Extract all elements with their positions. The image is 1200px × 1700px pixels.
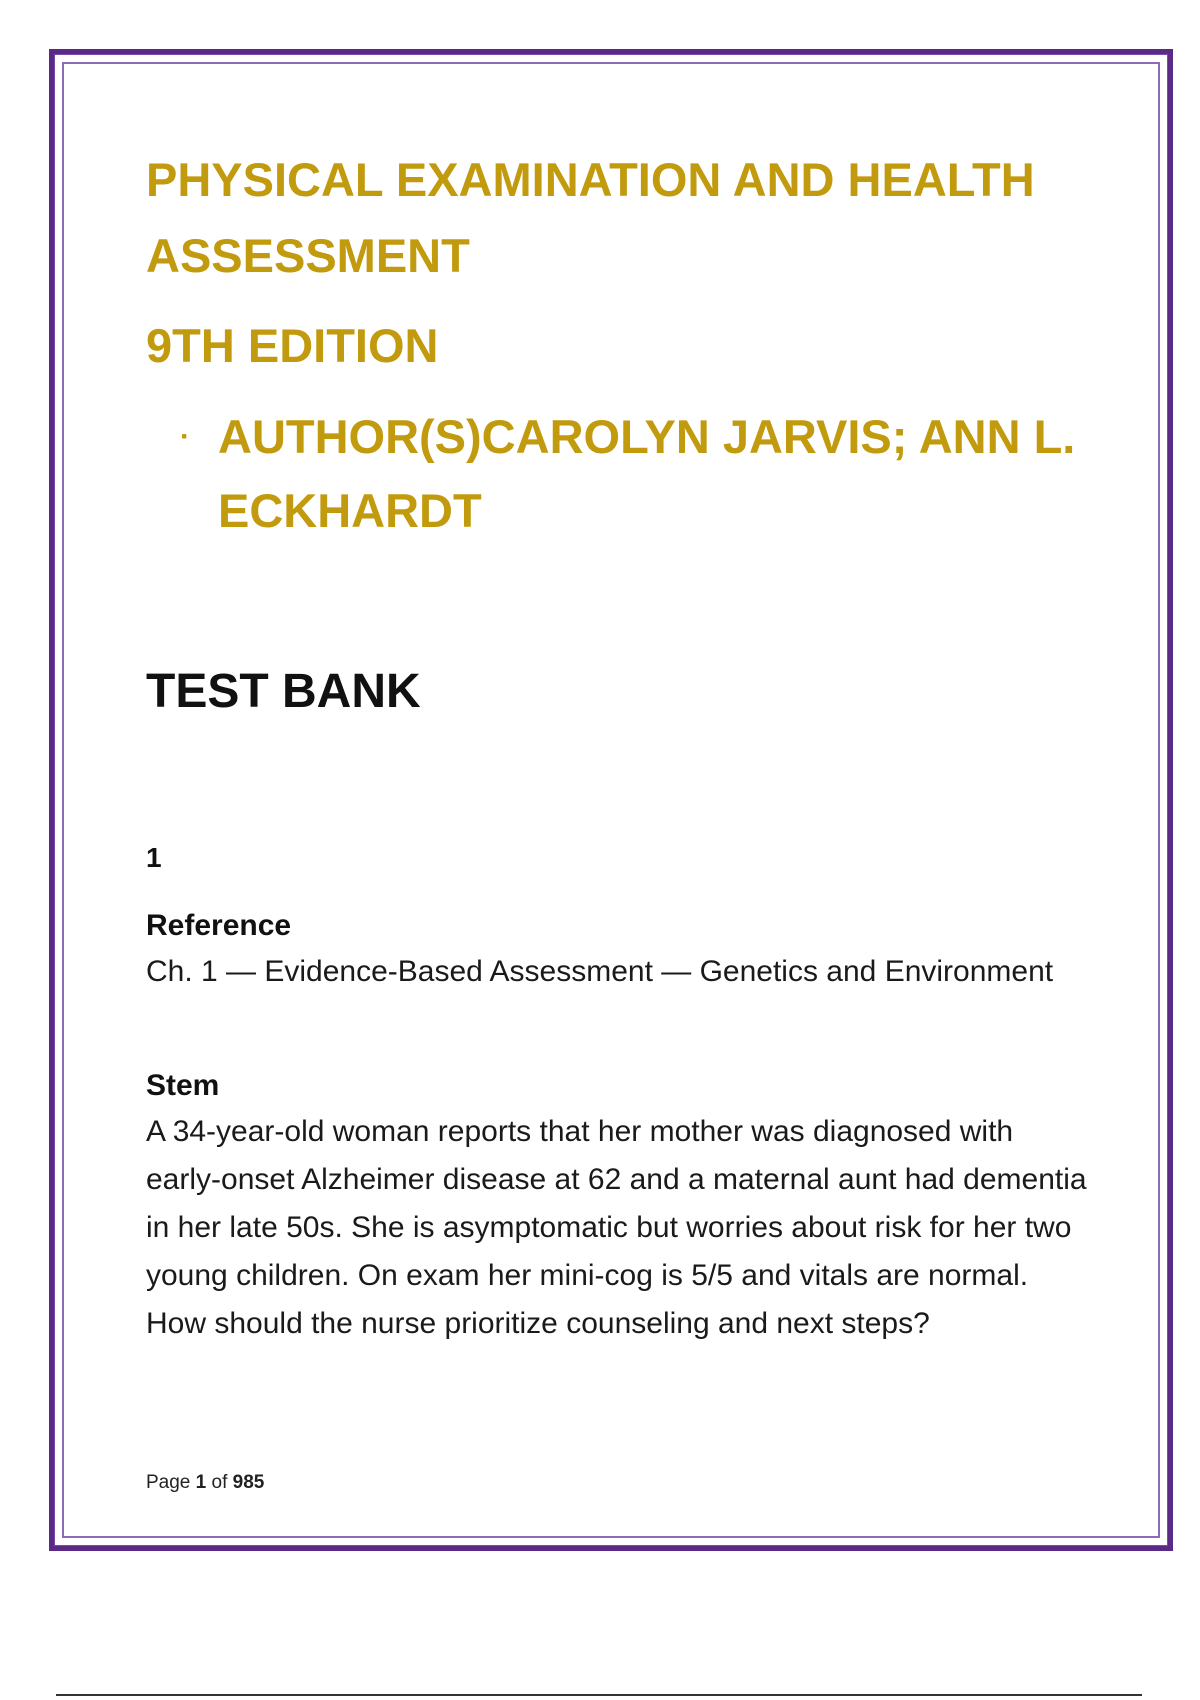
- of-word: of: [211, 1472, 228, 1493]
- reference-text: Ch. 1 — Evidence-Based Assessment — Genetics and Environment: [146, 955, 1054, 988]
- bullet-icon: ·: [180, 420, 190, 453]
- current-page-number: 1: [195, 1472, 207, 1493]
- page-footer: [146, 1472, 264, 1494]
- total-pages-number: 985: [232, 1472, 265, 1493]
- document-title: PHYSICAL EXAMINATION AND HEALTH ASSESSMENT: [146, 153, 1035, 282]
- author-list-item: [180, 400, 1080, 548]
- bottom-divider: [56, 1694, 1142, 1696]
- page-word: Page: [146, 1472, 191, 1493]
- edition-heading: 9TH EDITION: [146, 319, 439, 372]
- test-bank-heading: TEST BANK: [146, 665, 421, 718]
- stem-text: A 34-year-old woman reports that her mother was diagnosed with early-onset Alzheimer disease at 62 and a maternal aunt had dementia in her late 50s. She is asymptomatic but worries about risk for her two young children. On exam her mini-cog is 5/5 and vitals are normal. How should the nurse prioritize counseling and next steps?: [146, 1115, 1087, 1340]
- stem-label: Stem: [146, 1069, 220, 1102]
- authors-text: AUTHOR(S)CAROLYN JARVIS; ANN L. ECKHARDT: [218, 410, 1076, 537]
- question-number: 1: [146, 842, 162, 873]
- reference-label: Reference: [146, 909, 292, 942]
